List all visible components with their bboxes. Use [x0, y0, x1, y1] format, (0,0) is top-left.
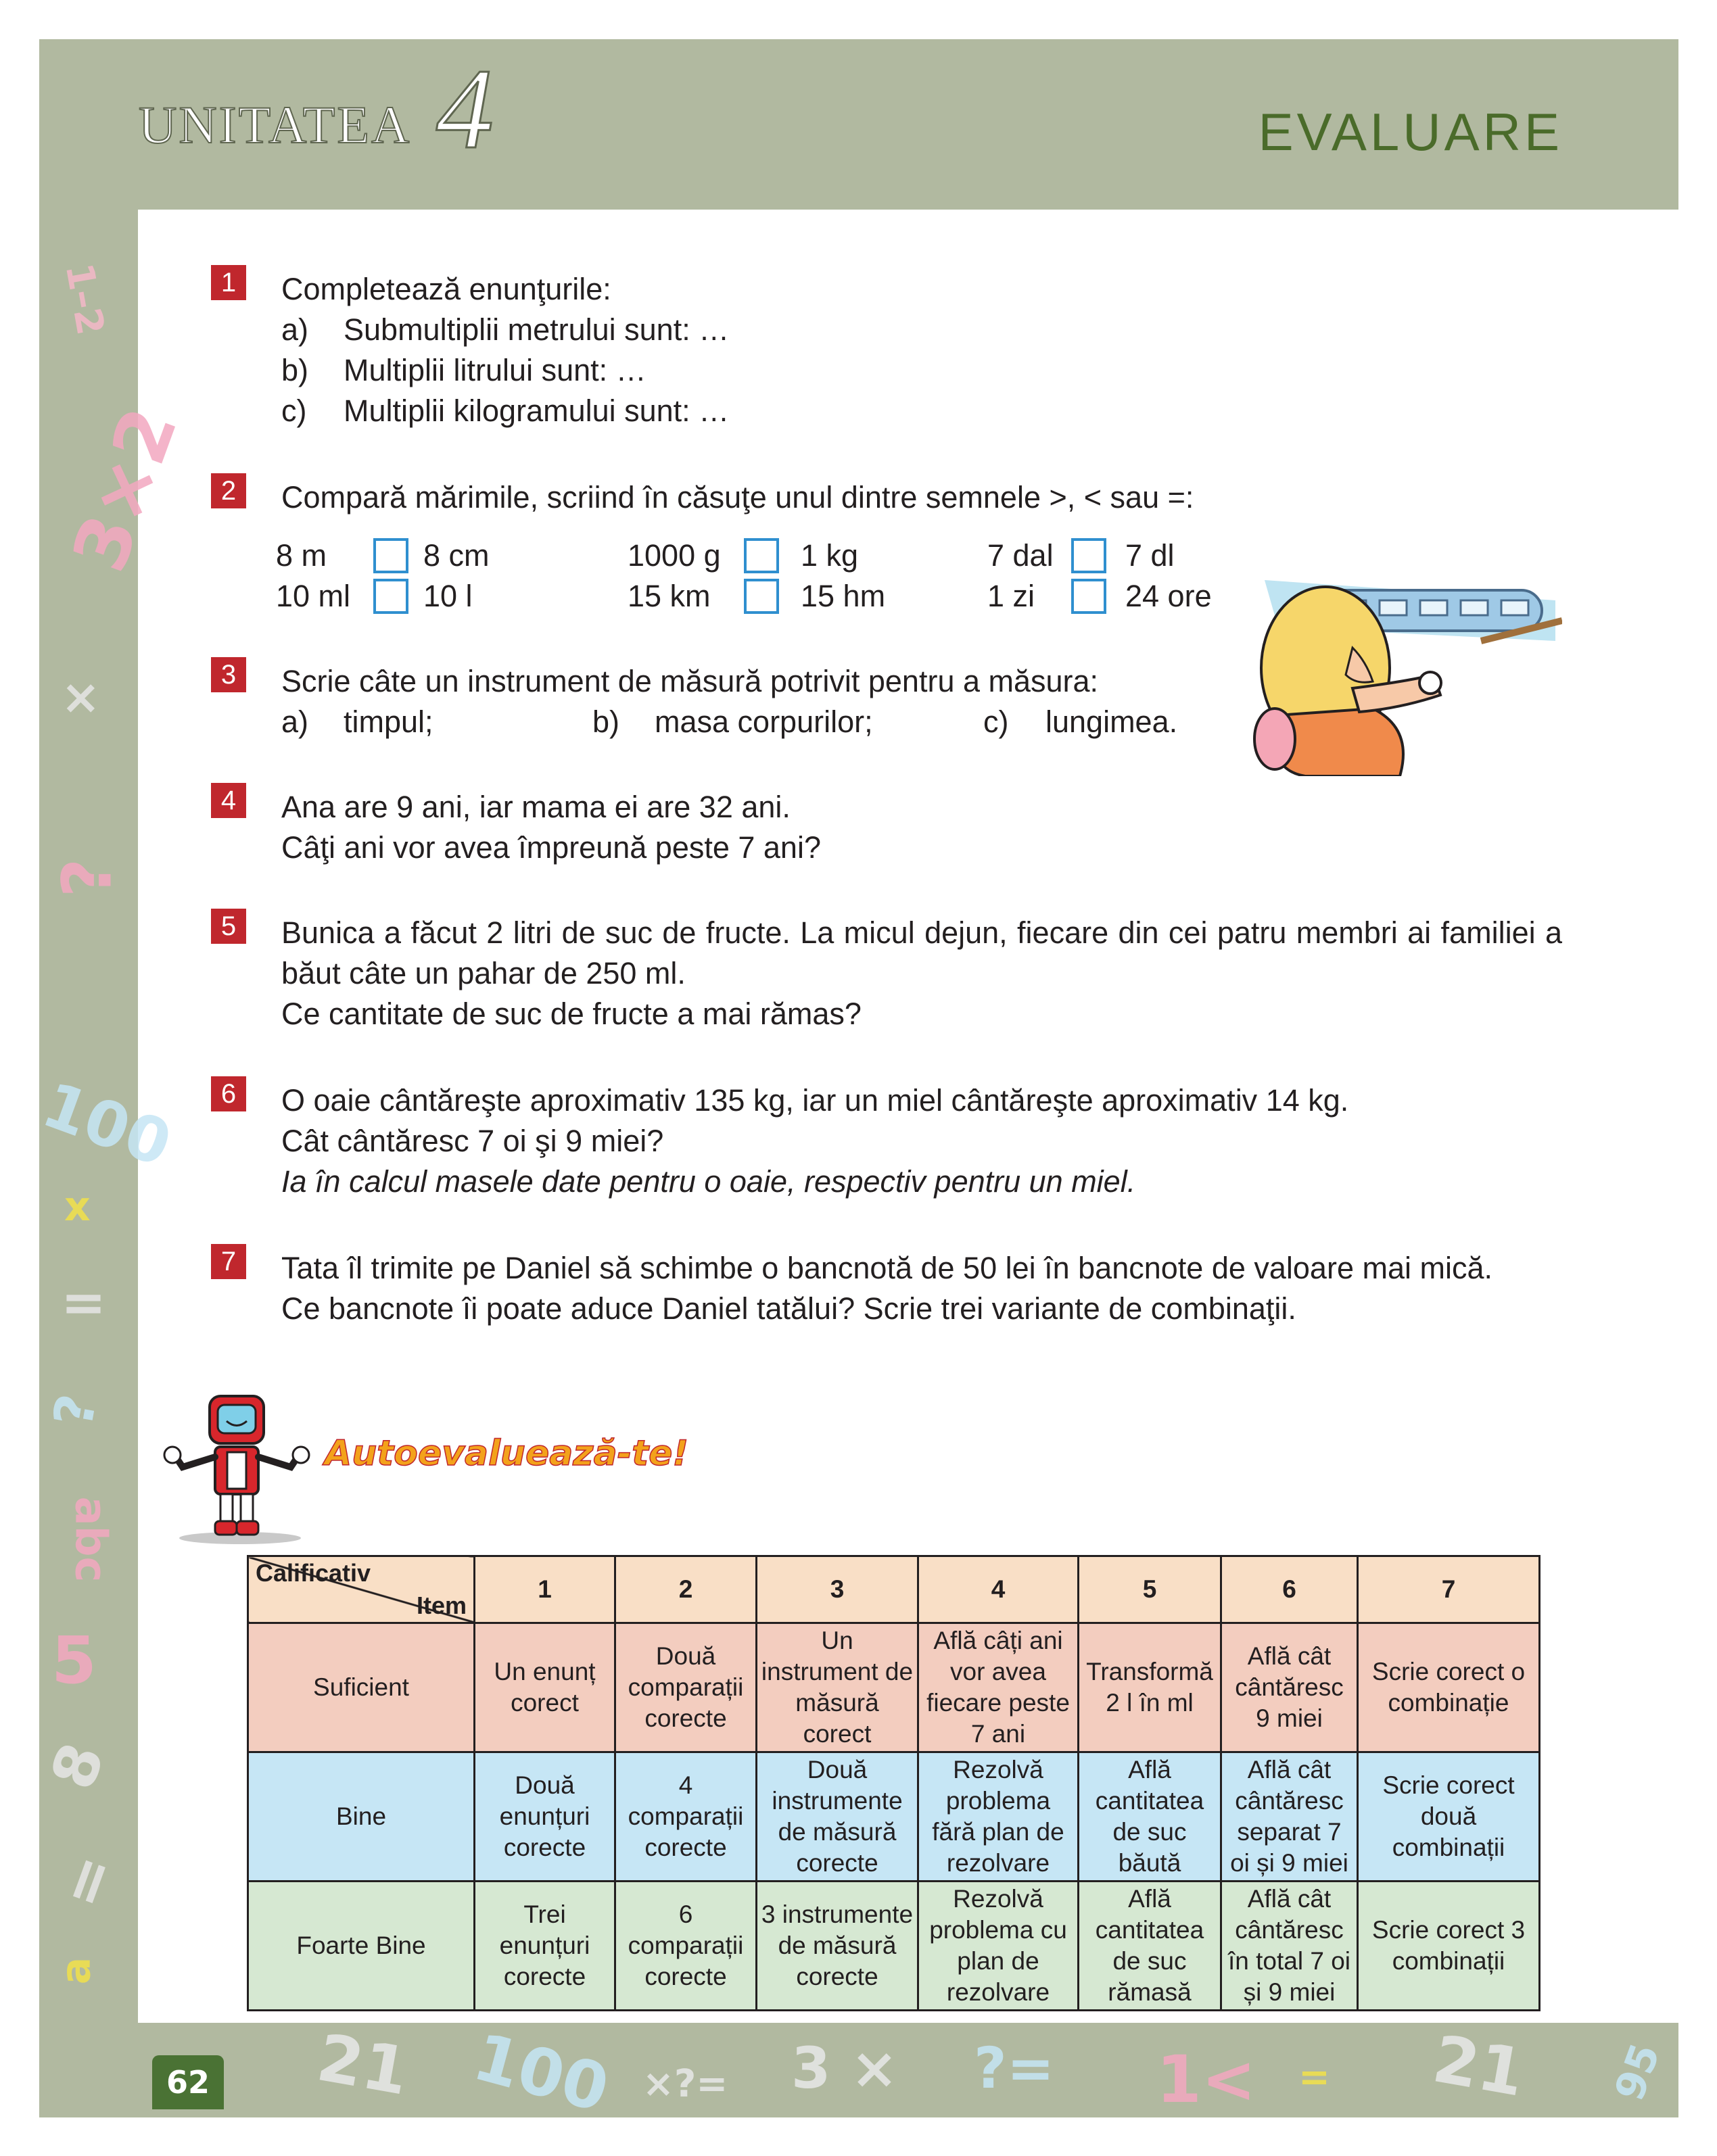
deco-glyph: 1< — [1156, 2042, 1256, 2117]
exercise-number: 1 — [211, 265, 246, 300]
column-header: 5 — [1079, 1556, 1221, 1623]
exercise-intro: Compară mărimile, scriind în căsuţe unul dintre semnele >, < sau =: — [281, 480, 1194, 514]
list-item: b) Multiplii litrului sunt: … — [281, 353, 646, 387]
exercise-2 — [212, 477, 1562, 518]
deco-glyph: 21 — [312, 2019, 415, 2110]
compare-right: 10 l — [423, 579, 473, 613]
compare-right: 8 cm — [423, 538, 490, 573]
deco-glyph: 95 — [1605, 2037, 1670, 2107]
deco-glyph: ? — [47, 858, 127, 898]
deco-glyph: a — [52, 1957, 100, 1985]
column-header: 7 — [1358, 1556, 1540, 1623]
table-cell: Două comparații corecte — [615, 1623, 757, 1752]
compare-left: 1 zi — [987, 579, 1035, 613]
table-cell: Un enunț corect — [475, 1623, 615, 1752]
compare-left: 1000 g — [628, 538, 721, 573]
table-cell: Două enunțuri corecte — [475, 1752, 615, 1882]
table-cell: 6 comparații corecte — [615, 1882, 757, 2011]
column-header: 4 — [918, 1556, 1079, 1623]
table-header-row — [248, 1556, 1540, 1623]
table-cell: Află câți ani vor avea fiecare peste 7 ani — [918, 1623, 1079, 1752]
corner-label-item: Item — [416, 1591, 467, 1619]
list-item: a) timpul; — [281, 704, 433, 739]
table-cell: Transformă 2 l în ml — [1079, 1623, 1221, 1752]
compare-left: 15 km — [628, 579, 711, 613]
list-item: c) lungimea. — [983, 704, 1178, 739]
row-label: Foarte Bine — [248, 1882, 475, 2011]
deco-glyph: 21 — [1428, 2021, 1530, 2111]
table-cell: Două instrumente de măsură corecte — [757, 1752, 918, 1882]
exercise-question: Cât cântăresc 7 oi şi 9 miei? — [281, 1124, 664, 1158]
exercise-6 — [212, 1080, 1562, 1202]
table-cell: Află cât cântăresc în total 7 oi și 9 miei — [1221, 1882, 1358, 2011]
compare-left: 7 dal — [987, 538, 1054, 573]
exercise-question: Câţi ani vor avea împreună peste 7 ani? — [281, 830, 821, 865]
self-evaluation-title: Autoevaluează-te! — [325, 1433, 689, 1474]
compare-right: 1 kg — [801, 538, 859, 573]
section-title: EVALUARE — [1258, 102, 1563, 162]
answer-box[interactable] — [1071, 538, 1106, 573]
table-cell: 3 instrumente de măsură corecte — [757, 1882, 918, 2011]
exercise-text: Tata îl trimite pe Daniel să schimbe o bancnotă de 50 lei în bancnote de valoare mai mică. — [281, 1251, 1492, 1285]
exercise-hint: Ia în calcul masele date pentru o oaie, respectiv pentru un miel. — [281, 1164, 1136, 1199]
exercise-number: 6 — [211, 1076, 246, 1111]
exercise-number: 2 — [211, 473, 246, 508]
table-cell: Scrie corect o combinație — [1358, 1623, 1540, 1752]
exercise-number: 7 — [211, 1244, 246, 1279]
table-cell: Scrie corect două combinații — [1358, 1752, 1540, 1882]
compare-right: 24 ore — [1125, 579, 1212, 613]
table-row — [248, 1882, 1540, 2011]
column-header: 3 — [757, 1556, 918, 1623]
answer-box[interactable] — [744, 538, 779, 573]
answer-box[interactable] — [373, 538, 408, 573]
table-cell: Trei enunțuri corecte — [475, 1882, 615, 2011]
table-cell: 4 comparații corecte — [615, 1752, 757, 1882]
answer-box[interactable] — [1071, 579, 1106, 614]
column-header: 1 — [475, 1556, 615, 1623]
list-item: a) Submultiplii metrului sunt: … — [281, 312, 730, 347]
list-item: c) Multiplii kilogramului sunt: … — [281, 393, 730, 428]
deco-glyph: 1–2 — [56, 260, 113, 339]
column-header: 6 — [1221, 1556, 1358, 1623]
unit-label: UNITATEA — [139, 95, 412, 154]
robot-mascot-illustration — [162, 1393, 311, 1545]
column-header: 2 — [615, 1556, 757, 1623]
deco-glyph: abc — [65, 1496, 116, 1583]
deco-glyph: ? — [41, 1389, 110, 1432]
deco-glyph: ?= — [974, 2035, 1055, 2101]
compare-right: 7 dl — [1125, 538, 1175, 573]
deco-glyph: 100 — [33, 1068, 181, 1181]
table-cell: Rezolvă problema fără plan de rezolvare — [918, 1752, 1079, 1882]
page-number: 62 — [152, 2055, 224, 2109]
corner-header-cell — [248, 1556, 475, 1623]
compare-right: 15 hm — [801, 579, 886, 613]
deco-glyph: 3×2 — [55, 396, 194, 583]
exercise-question: Ce cantitate de suc de fructe a mai rămas? — [281, 997, 862, 1031]
table-cell: Scrie corect 3 combinații — [1358, 1882, 1540, 2011]
deco-glyph: 5 — [51, 1623, 97, 1698]
exercise-text: O oaie cântăreşte aproximativ 135 kg, iar un miel cântăreşte aproximativ 14 kg. — [281, 1083, 1349, 1118]
exercise-1 — [212, 269, 1562, 431]
exercise-7 — [212, 1248, 1562, 1329]
answer-box[interactable] — [373, 579, 408, 614]
table-cell: Un instrument de măsură corect — [757, 1623, 918, 1752]
table-row — [248, 1623, 1540, 1752]
table-cell: Află cantitatea de suc rămasă — [1079, 1882, 1221, 2011]
exercise-number: 5 — [211, 909, 246, 944]
deco-glyph: = — [1298, 2055, 1330, 2099]
exercise-3 — [212, 661, 1562, 742]
answer-box[interactable] — [744, 579, 779, 614]
table-cell: Află cât cântăresc separat 7 oi și 9 miei — [1221, 1752, 1358, 1882]
deco-glyph: 8 — [37, 1734, 119, 1798]
exercise-number: 3 — [211, 657, 246, 692]
deco-glyph: x — [64, 1183, 91, 1230]
compare-left: 10 ml — [276, 579, 351, 613]
exercise-text: Bunica a făcut 2 litri de suc de fructe. La micul dejun, fiecare din cei patru membri ai familiei a băut câte un pahar de 250 ml. — [281, 915, 1562, 990]
exercise-intro: Completează enunţurile: — [281, 272, 611, 306]
table-row — [248, 1752, 1540, 1882]
exercise-number: 4 — [211, 783, 246, 818]
exercise-question: Ce bancnote îi poate aduce Daniel tatălui? Scrie trei variante de combinaţii. — [281, 1291, 1296, 1326]
exercise-4 — [212, 787, 1562, 868]
corner-label-calificativ: Calificativ — [256, 1559, 371, 1587]
row-label: Suficient — [248, 1623, 475, 1752]
deco-glyph: ×?= — [642, 2062, 728, 2106]
exercise-5 — [212, 913, 1562, 1034]
deco-glyph: 100 — [465, 2018, 617, 2128]
exercise-text: Ana are 9 ani, iar mama ei are 32 ani. — [281, 790, 791, 824]
unit-number: 4 — [436, 45, 494, 172]
deco-glyph: × — [61, 669, 101, 725]
table-cell: Află cât cântăresc 9 miei — [1221, 1623, 1358, 1752]
self-evaluation-table — [247, 1555, 1540, 2011]
deco-glyph: = — [61, 1271, 107, 1334]
table-cell: Rezolvă problema cu plan de rezolvare — [918, 1882, 1079, 2011]
exercise-intro: Scrie câte un instrument de măsură potrivit pentru a măsura: — [281, 664, 1099, 698]
row-label: Bine — [248, 1752, 475, 1882]
compare-left: 8 m — [276, 538, 327, 573]
deco-glyph: 3 × — [791, 2035, 899, 2101]
table-cell: Află cantitatea de suc băută — [1079, 1752, 1221, 1882]
list-item: b) masa corpurilor; — [592, 704, 873, 739]
deco-glyph: = — [45, 1845, 130, 1917]
